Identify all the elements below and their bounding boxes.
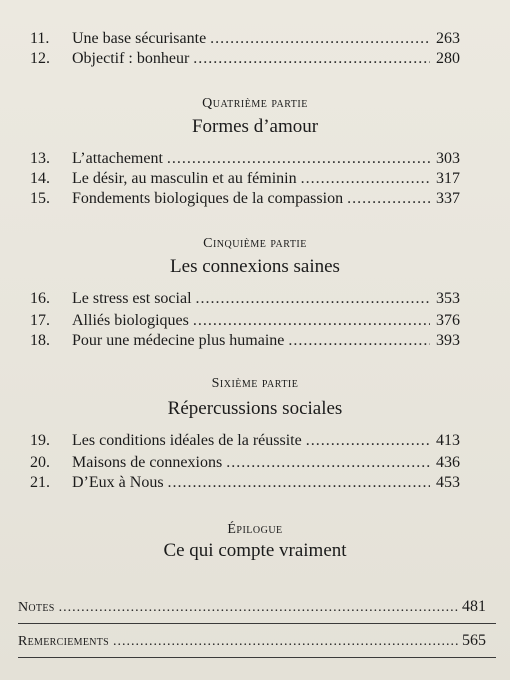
toc-entry (30, 288, 460, 310)
part-label: Sixième partie (211, 376, 299, 391)
dot-leader (167, 148, 430, 170)
chapter-number: 21. (30, 474, 50, 491)
part-label: Quatrième partie (202, 96, 308, 111)
back-matter-entry (18, 630, 486, 652)
chapter-title: L’attachement (72, 150, 163, 167)
page-number: 413 (436, 432, 460, 449)
page-number: 565 (462, 632, 486, 649)
page-number: 453 (436, 474, 460, 491)
part-title: Répercussions sociales (167, 398, 343, 419)
chapter-number: 13. (30, 150, 50, 167)
back-matter-title: Remerciements (18, 634, 110, 649)
page-number: 436 (436, 454, 460, 471)
chapter-title: Alliés biologiques (72, 312, 189, 329)
chapter-number: 18. (30, 332, 50, 349)
page-number: 317 (436, 170, 460, 187)
dot-leader (59, 597, 458, 619)
toc-entry (30, 188, 460, 210)
dot-leader (196, 288, 430, 310)
page-number: 337 (436, 190, 460, 207)
toc-entry (30, 28, 460, 50)
toc-entry (30, 310, 460, 332)
chapter-number: 15. (30, 190, 50, 207)
toc-entry (30, 472, 460, 494)
chapter-title: Le stress est social (72, 290, 192, 307)
toc-entry (30, 168, 460, 190)
chapter-number: 17. (30, 312, 50, 329)
part-title: Formes d’amour (191, 116, 319, 137)
dot-leader (301, 168, 430, 190)
chapter-number: 19. (30, 432, 50, 449)
dot-leader (210, 28, 430, 50)
page-number: 376 (436, 312, 460, 329)
chapter-title: Le désir, au masculin et au féminin (72, 170, 297, 187)
chapter-number: 12. (30, 50, 50, 67)
page-number: 303 (436, 150, 460, 167)
toc-entry (30, 148, 460, 170)
dot-leader (226, 452, 430, 474)
toc-entry (30, 452, 460, 474)
chapter-title: Une base sécurisante (72, 30, 207, 47)
dot-leader (168, 472, 430, 494)
chapter-title: Les conditions idéales de la réussite (72, 432, 302, 449)
part-title: Les connexions saines (170, 256, 340, 277)
chapter-title: Maisons de connexions (72, 454, 223, 471)
page-number: 481 (462, 598, 486, 615)
epilogue-label: Épilogue (227, 522, 283, 537)
chapter-number: 20. (30, 454, 50, 471)
dot-leader (288, 330, 430, 352)
dot-leader (347, 188, 430, 210)
back-matter-title: Notes (18, 600, 55, 615)
chapter-number: 14. (30, 170, 50, 187)
dot-leader (193, 310, 430, 332)
page-number: 353 (436, 290, 460, 307)
toc-entry (30, 430, 460, 452)
divider-line (18, 623, 496, 624)
dot-leader (306, 430, 430, 452)
chapter-title: D’Eux à Nous (72, 474, 164, 491)
back-matter-entry (18, 596, 486, 618)
chapter-title: Fondements biologiques de la compassion (72, 190, 344, 207)
toc-entry (30, 330, 460, 352)
chapter-number: 11. (30, 30, 50, 47)
chapter-title: Pour une médecine plus humaine (72, 332, 285, 349)
dot-leader (113, 631, 458, 653)
epilogue-title: Ce qui compte vraiment (163, 540, 347, 561)
chapter-number: 16. (30, 290, 50, 307)
dot-leader (193, 48, 430, 70)
page-number: 393 (436, 332, 460, 349)
chapter-title: Objectif : bonheur (72, 50, 190, 67)
part-label: Cinquième partie (203, 236, 307, 251)
divider-line (18, 657, 496, 658)
page-number: 263 (436, 30, 460, 47)
toc-entry (30, 48, 460, 70)
page-number: 280 (436, 50, 460, 67)
